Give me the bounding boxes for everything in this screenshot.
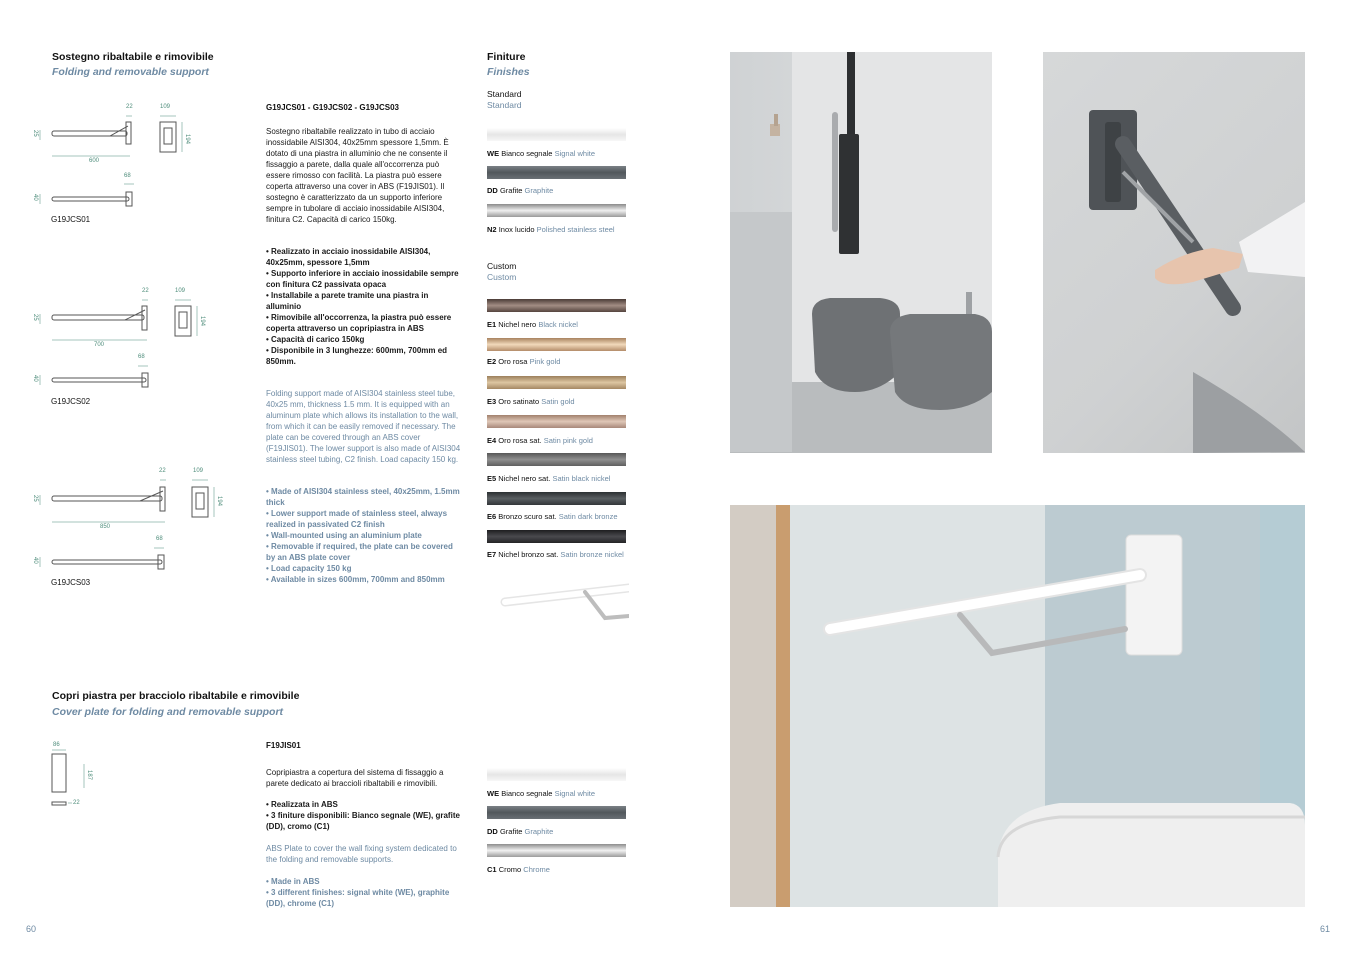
dimension-length: 600 [89,158,100,164]
finish-caption: E7 Nichel bronzo sat. Satin bronze nickel [487,550,624,559]
swatch-we [487,128,626,141]
section2-description-en: ABS Plate to cover the wall fixing system dedicated to the folding and removable supports. [266,844,457,864]
swatch-e7 [487,530,626,543]
custom-label-en: Custom [487,272,517,282]
finish-caption: E1 Nichel nero Black nickel [487,320,578,329]
finish-caption: WE Bianco segnale Signal white [487,149,596,158]
bullet: • Capacità di carico 150kg [266,335,365,344]
finish-caption: E2 Oro rosa Pink gold [487,357,561,366]
bullet: • Realizzata in ABS [266,800,338,809]
bullet: • Made of AISI304 stainless steel, 40x25mm, 1.5mm thick [266,487,460,507]
finish-caption: WE Bianco segnale Signal white [487,789,596,798]
technical-drawing-f19jis01 [40,742,120,812]
section2-subtitle: Cover plate for folding and removable support [52,706,284,718]
section1-bullets-en [266,486,462,585]
finish-caption: E6 Bronzo scuro sat. Satin dark bronze [487,512,618,521]
section1-codes: G19JCS01 - G19JCS02 - G19JCS03 [266,103,399,112]
section1-description-en: Folding support made of AISI304 stainless steel tube, 40x25 mm, thickness 1.5 mm. It is equipped with an aluminum plate which allows its installation to the wall, from which it can be easily removed if necessary. The plate can be covered through an ABS cover (F19JIS01). The lower support is also made of AISI304 stainless steel tubing, C2 finish. Load capacity 150 kg. [266,389,461,464]
white-bar-photo [730,505,1305,907]
dimension-109: 109 [160,104,171,110]
dimension-22: 22 [142,288,149,294]
section2-bullets-it [266,799,462,832]
swatch-e5 [487,453,626,466]
dimension-109: 109 [193,468,204,474]
finish-caption: DD Grafite Graphite [487,827,554,836]
section2-description-it: Copripiastra a copertura del sistema di fissaggio a parete dedicato ai braccioli ribaltabili e rimovibili. [266,768,444,788]
swatch-cover-c1 [487,844,626,857]
technical-drawing-g19jcs03 [30,464,240,594]
finish-caption: E3 Oro satinato Satin gold [487,397,575,406]
section2-title: Copri piastra per bracciolo ribaltabile e rimovibile [52,690,300,702]
finish-caption: E4 Oro rosa sat. Satin pink gold [487,436,593,445]
bullet: • Wall-mounted using an aluminium plate [266,531,422,540]
bathroom-photo-graphite [730,52,992,453]
dimension-25: 25 [32,495,38,502]
section1-description-it: Sostegno ribaltabile realizzato in tubo di acciaio inossidabile AISI304, 40x25mm spessore 1,5mm. È dotato di una piastra in alluminio che ne consente il fissaggio a parete, dalla quale all'occorrenza può essere rimosso con facilità. La piastra può essere coperta attraverso una cover in ABS (F19JIS01). Il sostegno è caratterizzato da un supporto inferiore sempre in tubolare di acciaio inossidabile AISI304, finitura C2. Capacità di carico 150kg. [266,127,449,224]
dimension-40: 40 [32,557,38,564]
finish-caption: N2 Inox lucido Polished stainless steel [487,225,615,234]
dimension-22: 22 [126,104,133,110]
bullet: • Lower support made of stainless steel, always realized in passivated C2 finish [266,509,448,529]
drawing-code: G19JCS02 [51,397,91,406]
white-bar-detail-image [497,582,629,630]
dimension-86: 86 [53,742,60,748]
swatch-e6 [487,492,626,505]
bullet: • Disponibile in 3 lunghezze: 600mm, 700mm ed 850mm. [266,346,448,366]
dimension-68: 68 [156,536,163,542]
section2-code: F19JIS01 [266,741,301,750]
dimension-length: 700 [94,342,105,348]
bullet: • Made in ABS [266,877,320,886]
dimension-25: 25 [32,314,38,321]
bullet: • Installabile a parete tramite una piastra in alluminio [266,291,429,311]
finish-caption: C1 Cromo Chrome [487,865,550,874]
swatch-cover-dd [487,806,626,819]
swatch-cover-we [487,768,626,781]
dimension-40: 40 [32,375,38,382]
technical-drawing-g19jcs01 [30,100,230,230]
dimension-length: 850 [100,524,111,530]
dimension-194: 194 [216,496,222,507]
drawing-code: G19JCS01 [51,215,91,224]
dimension-194: 194 [184,134,190,145]
custom-label: Custom [487,261,517,271]
dimension-68: 68 [138,354,145,360]
bullet: • Load capacity 150 kg [266,564,352,573]
swatch-e4 [487,415,626,428]
swatch-e3 [487,376,626,389]
hand-on-bar-photo [1043,52,1305,453]
swatch-n2 [487,204,626,217]
drawing-code: G19JCS03 [51,578,91,587]
dimension-22: 22 [73,800,80,806]
swatch-dd [487,166,626,179]
page-number-left: 60 [26,924,37,934]
swatch-e2 [487,338,626,351]
bullet: • 3 different finishes: signal white (WE), graphite (DD), chrome (C1) [266,888,450,908]
section1-bullets-it [266,246,462,367]
dimension-40: 40 [32,194,38,201]
bullet: • Supporto inferiore in acciaio inossidabile sempre con finitura C2 passivata opaca [266,269,459,289]
dimension-194: 194 [199,316,205,327]
bullet: • 3 finiture disponibili: Bianco segnale (WE), grafite (DD), cromo (C1) [266,811,460,831]
dimension-68: 68 [124,173,131,179]
dimension-187: 187 [86,770,92,781]
section1-subtitle: Folding and removable support [52,66,209,78]
finishes-subtitle: Finishes [487,66,530,78]
finish-caption: E5 Nichel nero sat. Satin black nickel [487,474,611,483]
standard-label: Standard [487,89,522,99]
dimension-25: 25 [32,130,38,137]
bullet: • Realizzato in acciaio inossidabile AISI304, 40x25mm, spessore 1,5mm [266,247,431,267]
bullet: • Removable if required, the plate can be covered by an ABS plate cover [266,542,453,562]
standard-label-en: Standard [487,100,522,110]
finish-caption: DD Grafite Graphite [487,186,554,195]
page-number-right: 61 [1320,924,1331,934]
swatch-e1 [487,299,626,312]
dimension-22: 22 [159,468,166,474]
section1-title: Sostegno ribaltabile e rimovibile [52,51,214,63]
technical-drawing-g19jcs02 [30,282,230,412]
section2-bullets-en [266,876,462,909]
bullet: • Available in sizes 600mm, 700mm and 850mm [266,575,445,584]
dimension-109: 109 [175,288,186,294]
finishes-title: Finiture [487,51,526,63]
bullet: • Rimovibile all'occorrenza, la piastra può essere coperta attraverso un copripiastra in ABS [266,313,452,333]
